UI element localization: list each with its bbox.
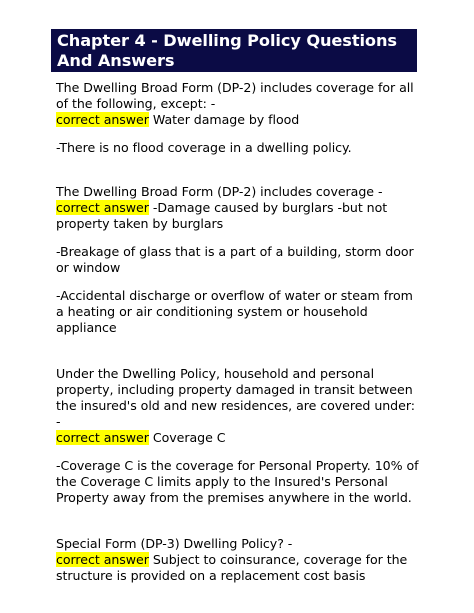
explanation-3-line-2: the Coverage C limits apply to the Insured's Personal bbox=[56, 474, 388, 489]
answer-1-text: Water damage by flood bbox=[148, 112, 300, 127]
answer-2-item-2-line-2: a heating or air conditioning system or household bbox=[56, 304, 368, 319]
chapter-title-line-2: And Answers bbox=[57, 51, 175, 70]
explanation-1: -There is no flood coverage in a dwelling policy. bbox=[56, 140, 352, 155]
question-1-line-1: The Dwelling Broad Form (DP-2) includes coverage for all bbox=[56, 80, 414, 95]
chapter-title-line-1: Chapter 4 - Dwelling Policy Questions bbox=[57, 31, 397, 50]
question-2: The Dwelling Broad Form (DP-2) includes coverage - bbox=[56, 184, 383, 199]
document-body bbox=[56, 80, 426, 584]
question-4: Special Form (DP-3) Dwelling Policy? - bbox=[56, 536, 293, 551]
qa-block-1 bbox=[56, 80, 426, 156]
answer-2-line-1 bbox=[56, 200, 426, 216]
qa-block-4 bbox=[56, 536, 426, 584]
answer-4-line-1 bbox=[56, 552, 426, 568]
correct-answer-label: correct answer bbox=[56, 430, 149, 445]
answer-2-item-2-line-3: appliance bbox=[56, 320, 117, 335]
answer-1 bbox=[56, 112, 426, 128]
correct-answer-label: correct answer bbox=[56, 552, 149, 567]
qa-block-2 bbox=[56, 184, 426, 336]
answer-2-item-1-line-1: -Breakage of glass that is a part of a building, storm door bbox=[56, 244, 414, 259]
question-1-line-2: of the following, except: - bbox=[56, 96, 216, 111]
correct-answer-label: correct answer bbox=[56, 200, 149, 215]
question-3-line-4: - bbox=[56, 414, 61, 429]
chapter-title-banner bbox=[51, 29, 417, 72]
answer-4-text-line-1: Subject to coinsurance, coverage for the bbox=[148, 552, 408, 567]
qa-block-3 bbox=[56, 366, 426, 506]
correct-answer-label: correct answer bbox=[56, 112, 149, 127]
answer-4-line-2: structure is provided on a replacement cost basis bbox=[56, 568, 366, 583]
answer-2-text-line-1: -Damage caused by burglars -but not bbox=[148, 200, 388, 215]
explanation-3-line-1: -Coverage C is the coverage for Personal Property. 10% of bbox=[56, 458, 419, 473]
question-3-line-3: the insured's old and new residences, are covered under: bbox=[56, 398, 415, 413]
answer-2-item-1-line-2: or window bbox=[56, 260, 121, 275]
question-3-line-2: property, including property damaged in transit between bbox=[56, 382, 413, 397]
answer-3 bbox=[56, 430, 426, 446]
answer-2-line-2: property taken by burglars bbox=[56, 216, 224, 231]
answer-3-text: Coverage C bbox=[148, 430, 226, 445]
question-3-line-1: Under the Dwelling Policy, household and personal bbox=[56, 366, 375, 381]
explanation-3-line-3: Property away from the premises anywhere in the world. bbox=[56, 490, 412, 505]
answer-2-item-2-line-1: -Accidental discharge or overflow of water or steam from bbox=[56, 288, 413, 303]
